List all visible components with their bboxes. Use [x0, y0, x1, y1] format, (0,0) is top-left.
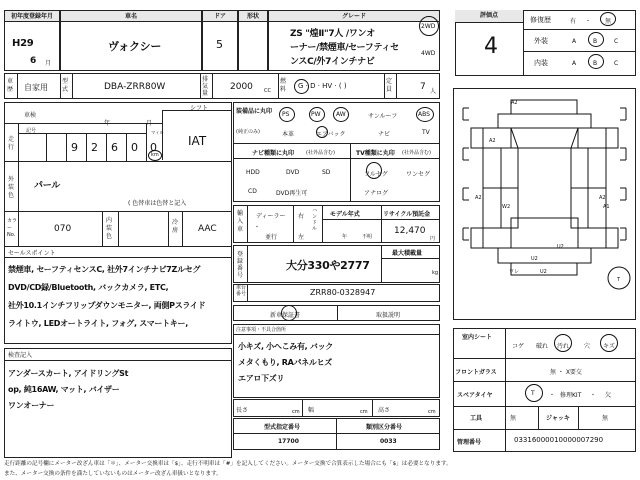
shape-cell: [238, 21, 268, 71]
length-label: 長さ: [236, 407, 249, 414]
handle-left: 左: [298, 234, 305, 241]
footer-line-2: また、メーター交換の条件を満たしていないものはメーター改ざん車扱いとなります。: [4, 471, 222, 477]
handle-right: 右: [298, 213, 305, 220]
repair-no: 無: [605, 18, 612, 25]
mgmt-value: 03316000010000007290: [514, 436, 604, 444]
diag-label-a2-top: A2: [511, 100, 518, 106]
door-count: 5: [216, 38, 223, 51]
car-diagram: [453, 88, 636, 320]
navi-sd: SD: [322, 169, 331, 176]
tv-fullseg: フルセグ: [364, 171, 388, 178]
digit-3: 6: [111, 141, 118, 154]
dimensions-block: [233, 399, 440, 417]
vehicle-name: ヴォクシー: [108, 40, 162, 53]
import-parallel: 並行: [265, 234, 278, 241]
seat-kizu: キズ: [603, 343, 615, 350]
first-reg-header: 初年度登録年月: [4, 10, 60, 22]
width-label: 幅: [308, 407, 315, 414]
import-label: 輸入車: [237, 210, 244, 233]
recycle-unit: 円: [430, 236, 436, 242]
door-header: ドア: [202, 10, 238, 22]
memo-label: 記号: [26, 128, 37, 134]
insp-year: 年: [104, 120, 111, 127]
int-c: C: [614, 60, 619, 67]
spare-t: T: [531, 390, 535, 397]
inspector-label: 検査記入: [8, 352, 33, 359]
ext-color-label: 外装色: [8, 176, 15, 199]
ext-color-value: パール: [34, 181, 60, 191]
recycle-label: リサイクル預託金: [383, 211, 431, 218]
diag-label-t: T: [617, 277, 621, 283]
plate-value: 大分330や2777: [286, 259, 370, 272]
inspector-line-1: アンダースカート, アイドリングSt: [8, 369, 129, 378]
jack: 無: [602, 415, 609, 422]
navi-dvd: DVD: [286, 169, 300, 176]
sales-label: セールスポイント: [8, 250, 56, 257]
inspector-line-2: op, 純16AW, マット, バイザー: [8, 385, 120, 394]
equip-aw: AW: [336, 111, 346, 118]
width-unit: cm: [360, 409, 368, 415]
equip-airbag: エアバック: [316, 131, 346, 138]
exterior-label: 外装: [534, 37, 548, 45]
diag-label-ware: ワレ: [509, 269, 520, 275]
rating-value: 4: [484, 34, 498, 59]
sales-line-3: 社外10.1インチフリップダウンモニター, 両側Pスライド: [8, 301, 206, 310]
capacity: 7: [420, 82, 426, 92]
tv-note: (社外品含む): [402, 150, 431, 156]
equip-ps: PS: [282, 111, 290, 118]
footer-line-1: 走行距離の記号欄にメーター改ざん車は「＊」、メーター交換車は「$」、走行不明車は「#」を記入してください。メーター交換で合算表示した場合にも「$」は必要となります。: [4, 461, 452, 467]
sales-line-2: DVD/CD録/Bluetooth, バックカメラ, ETC,: [8, 283, 169, 292]
navi-cd: CD: [248, 188, 257, 195]
inspector-line-3: ワンオーナー: [8, 401, 55, 410]
equip-abs: ABS: [418, 111, 430, 118]
cc-unit: CC: [264, 88, 271, 94]
height-unit: cm: [428, 409, 436, 415]
digit-2: 2: [91, 141, 98, 154]
grade-line-3: ンスC/外7インチナビ: [290, 57, 375, 67]
spare-kit: 修理KIT: [560, 392, 582, 399]
tools-label: 工具: [470, 415, 483, 422]
digit-4: 0: [131, 141, 138, 154]
name-header: 車名: [60, 10, 202, 22]
equipment-sublabel: (純正のみ): [236, 129, 260, 135]
rating-header: 評価点: [455, 10, 524, 23]
seat-ana: 穴: [584, 343, 591, 350]
digit-1: 9: [71, 141, 78, 154]
grade-line-2: ーナー/禁煙車/セーフティセ: [290, 43, 399, 53]
front-glass-label: フロントガラス: [455, 369, 497, 376]
equip-leather: 本革: [282, 131, 295, 138]
int-color-label: 内装色: [106, 217, 113, 240]
usage-side: 車歴: [7, 78, 14, 93]
navi-dvd-play: DVD再生可: [276, 190, 308, 197]
equip-tv: TV: [422, 129, 430, 136]
equip-navi: ナビ: [378, 131, 391, 138]
chassis-value: ZRR80-0328947: [310, 288, 376, 297]
tv-analog: アナログ: [364, 190, 389, 197]
int-b: B: [593, 60, 598, 67]
interior-label: 内装: [534, 59, 548, 67]
color-no: 070: [54, 224, 72, 234]
inspection-label: 車検: [24, 112, 37, 119]
navi-note: (社外品含む): [306, 150, 335, 156]
repair-label: 修復歴: [530, 16, 551, 24]
model-no: 17700: [278, 438, 299, 445]
import-dealer: ディーラー: [256, 213, 286, 220]
reg-month: 6: [30, 56, 36, 66]
reg-month-unit: 月: [45, 60, 52, 67]
front-glass: 無 ・ X要交: [550, 369, 582, 376]
diag-label-a2-lm: A2: [475, 195, 482, 201]
sales-line-4: ライトウ, LEDオートライト, フォグ, スマートキー,: [8, 319, 188, 328]
model-label: 型式: [62, 78, 69, 93]
grade-line-1: ZS "煌Ⅱ"7人 /ワンオ: [290, 29, 375, 39]
equip-pw: PW: [311, 111, 321, 118]
diag-label-u2-a: U2: [557, 244, 564, 250]
ext-a: A: [572, 38, 577, 45]
diag-label-u2-b: U2: [531, 256, 538, 262]
fuel-label: 燃料: [280, 78, 287, 93]
navi-label: ナビ種類に丸印: [252, 150, 295, 157]
disp-label: 排気量: [202, 76, 209, 97]
mileage-label: 走行: [8, 136, 15, 151]
tv-oneseg: ワンセグ: [406, 171, 431, 178]
equipment-label: 装備品に丸印: [236, 108, 273, 115]
ext-color-note: ( 色替車は色替と記入: [128, 200, 187, 207]
equip-sunroof: サンルーフ: [368, 113, 398, 120]
unit-km: km: [151, 152, 159, 158]
model-year-unknown: 不明: [362, 234, 373, 240]
seat-koge: コゲ: [512, 343, 525, 350]
displacement: 2000: [230, 82, 253, 92]
note-line-2: メタくもり, RAパネルヒズ: [238, 358, 332, 367]
color-no-label: カラーNo.: [7, 218, 18, 238]
tv-label: TV種類に丸印: [356, 150, 395, 157]
tools: 無: [510, 415, 517, 422]
recycle-value: 12,470: [394, 226, 426, 236]
note-line-1: 小キズ, 小へこみ有, バック: [238, 342, 333, 351]
jack-label: ジャッキ: [546, 415, 570, 422]
digit-5: 0: [150, 141, 157, 154]
sales-line-1: 禁煙車, セーフティセンスC, 社外7インチナビ7Zルセグ: [8, 265, 201, 274]
int-a: A: [572, 60, 577, 67]
shape-header: 形状: [238, 10, 268, 22]
unit-mile: マイル: [151, 130, 164, 136]
warranty: 新車保証書: [270, 312, 301, 319]
fuel-options: G · D · HV · ( ): [298, 82, 347, 90]
ext-c: C: [614, 38, 619, 45]
diag-label-a2-rm: A2: [599, 195, 606, 201]
seat-yogore: 汚れ: [557, 343, 570, 350]
chassis-label: 車台番号: [236, 285, 247, 297]
diag-label-w2: W2: [502, 204, 511, 210]
seat-label: 室内シート: [462, 334, 493, 341]
length-unit: cm: [292, 409, 300, 415]
repair-yes: 有: [570, 18, 577, 25]
model-value: DBA-ZRR80W: [104, 82, 166, 92]
shift-value: IAT: [188, 134, 207, 148]
usage-value: 自家用: [24, 83, 48, 92]
capacity-unit: 人: [430, 88, 437, 95]
navi-hdd: HDD: [246, 169, 260, 176]
diag-label-u2-c: U2: [540, 269, 547, 275]
note-label: 注意事項・不具合箇所: [236, 327, 287, 333]
handle-label: ハンドル: [312, 208, 318, 232]
model-no-label: 型式指定番号: [264, 424, 301, 431]
grade-header: グレード: [268, 10, 440, 22]
diag-label-a1: A1: [603, 204, 610, 210]
model-year-label: モデル年式: [330, 211, 360, 218]
model-year-unit: 年: [342, 234, 348, 240]
spare-label: スペアタイヤ: [457, 392, 493, 399]
drive-4wd: 4WD: [421, 50, 436, 57]
kg-unit: kg: [432, 270, 439, 276]
ac-value: AAC: [198, 224, 217, 234]
seat-yabure: 破れ: [536, 343, 549, 350]
mgmt-label: 管理番号: [457, 439, 482, 446]
height-label: 高さ: [378, 407, 391, 414]
category-label: 類別区分番号: [366, 424, 403, 431]
spare-ketsu: 欠: [605, 392, 612, 399]
ac-label: 冷房: [172, 219, 179, 234]
capacity-label: 定員: [386, 78, 393, 93]
drive-2wd: 2WD: [421, 23, 436, 30]
category: 0033: [380, 438, 397, 445]
manual: 取扱説明: [376, 312, 401, 319]
note-line-3: エアロ下ズリ: [238, 374, 285, 383]
shift-label: シフト: [190, 105, 209, 112]
insp-month: 月: [146, 120, 153, 127]
reg-year: H29: [12, 38, 34, 49]
plate-label: 登録番号: [237, 251, 244, 279]
max-load-label: 最大積載量: [392, 250, 423, 257]
ext-b: B: [593, 38, 598, 45]
diag-label-a2-lf: A2: [489, 138, 496, 144]
